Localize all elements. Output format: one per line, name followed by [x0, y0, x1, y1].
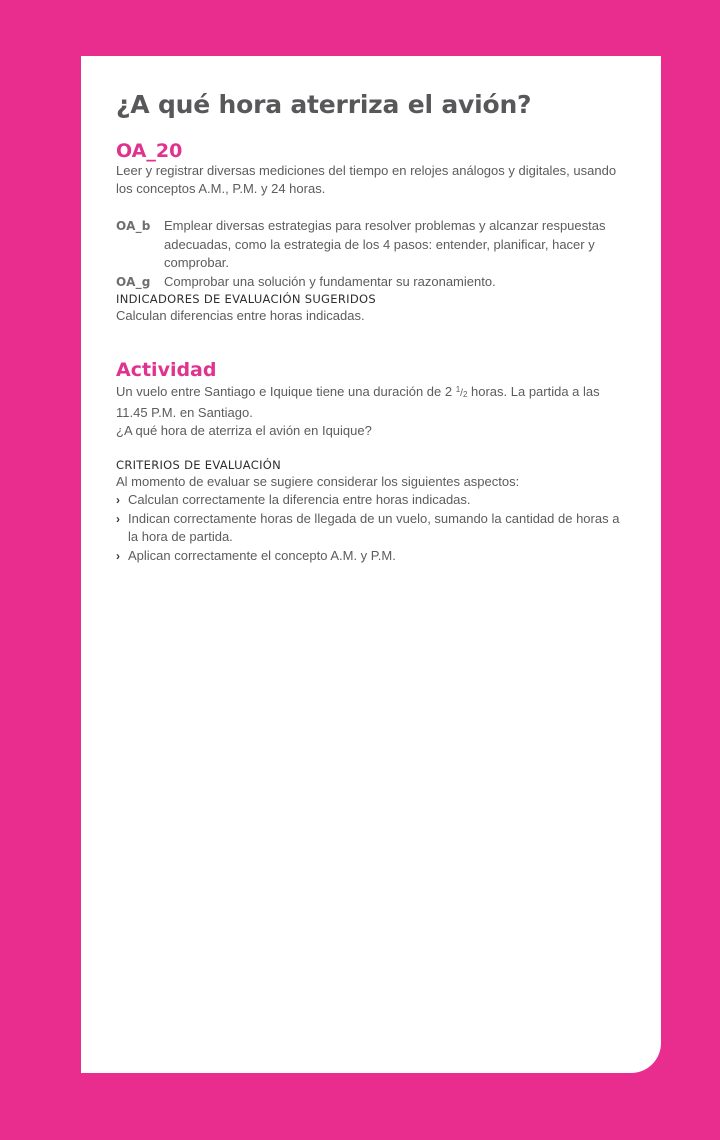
activity-section	[116, 359, 627, 440]
objective-description: Leer y registrar diversas mediciones del tiempo en relojes análogos y digitales, usando los conceptos A.M., P.M. y 24 horas.	[116, 163, 617, 196]
criteria-intro: Al momento de evaluar se sugiere considerar los siguientes aspectos:	[116, 474, 520, 489]
criteria-heading: CRITERIOS DE EVALUACIÓN	[116, 458, 282, 472]
page-title: ¿A qué hora aterriza el avión?	[116, 90, 532, 119]
list-item	[116, 510, 627, 547]
criteria-list	[116, 491, 627, 565]
indicators-section	[116, 291, 627, 325]
activity-heading: Actividad	[116, 359, 217, 381]
attitude-code: OA_g	[116, 274, 151, 289]
fraction-separator: /	[460, 388, 463, 399]
list-item	[116, 547, 627, 566]
attitudes-list	[116, 217, 627, 291]
chevron-right-icon: ›	[116, 511, 120, 526]
criteria-item-text: Calculan correctamente la diferencia entre horas indicadas.	[128, 492, 471, 507]
content-card	[81, 56, 661, 1073]
attitude-code: OA_b	[116, 219, 151, 233]
criteria-item-text: Aplican correctamente el concepto A.M. y P.M.	[128, 547, 396, 563]
chevron-right-icon: ›	[116, 548, 120, 563]
attitude-row	[116, 217, 627, 273]
chevron-right-icon: ›	[116, 493, 120, 507]
attitude-row	[116, 273, 627, 292]
indicators-text: Calculan diferencias entre horas indicadas.	[116, 308, 365, 323]
activity-text-start: Un vuelo entre Santiago e Iquique tiene una duración de 2	[116, 384, 456, 399]
activity-statement	[116, 381, 627, 422]
attitude-text: Emplear diversas estrategias para resolver problemas y alcanzar respuestas adecuadas, como la estrategia de los 4 pasos: entender, planificar, hacer y comprobar.	[164, 218, 606, 270]
criteria-item-text: Indican correctamente horas de llegada de un vuelo, sumando la cantidad de horas a la hora de partida.	[128, 510, 620, 544]
activity-text-end: horas. La partida a las 11.45 P.M. en Santiago.	[116, 384, 600, 420]
criteria-section	[116, 457, 627, 565]
list-item	[116, 491, 627, 510]
activity-question: ¿A qué hora de aterriza el avión en Iquique?	[116, 423, 372, 438]
fraction-denominator: 2	[462, 390, 468, 399]
indicators-heading: INDICADORES DE EVALUACIÓN SUGERIDOS	[116, 292, 376, 306]
objective-section	[116, 140, 627, 198]
fraction-one-half	[456, 384, 468, 399]
fraction-numerator: 1	[455, 385, 461, 394]
attitude-text: Comprobar una solución y fundamentar su razonamiento.	[164, 273, 496, 289]
objective-code: OA_20	[116, 140, 183, 162]
